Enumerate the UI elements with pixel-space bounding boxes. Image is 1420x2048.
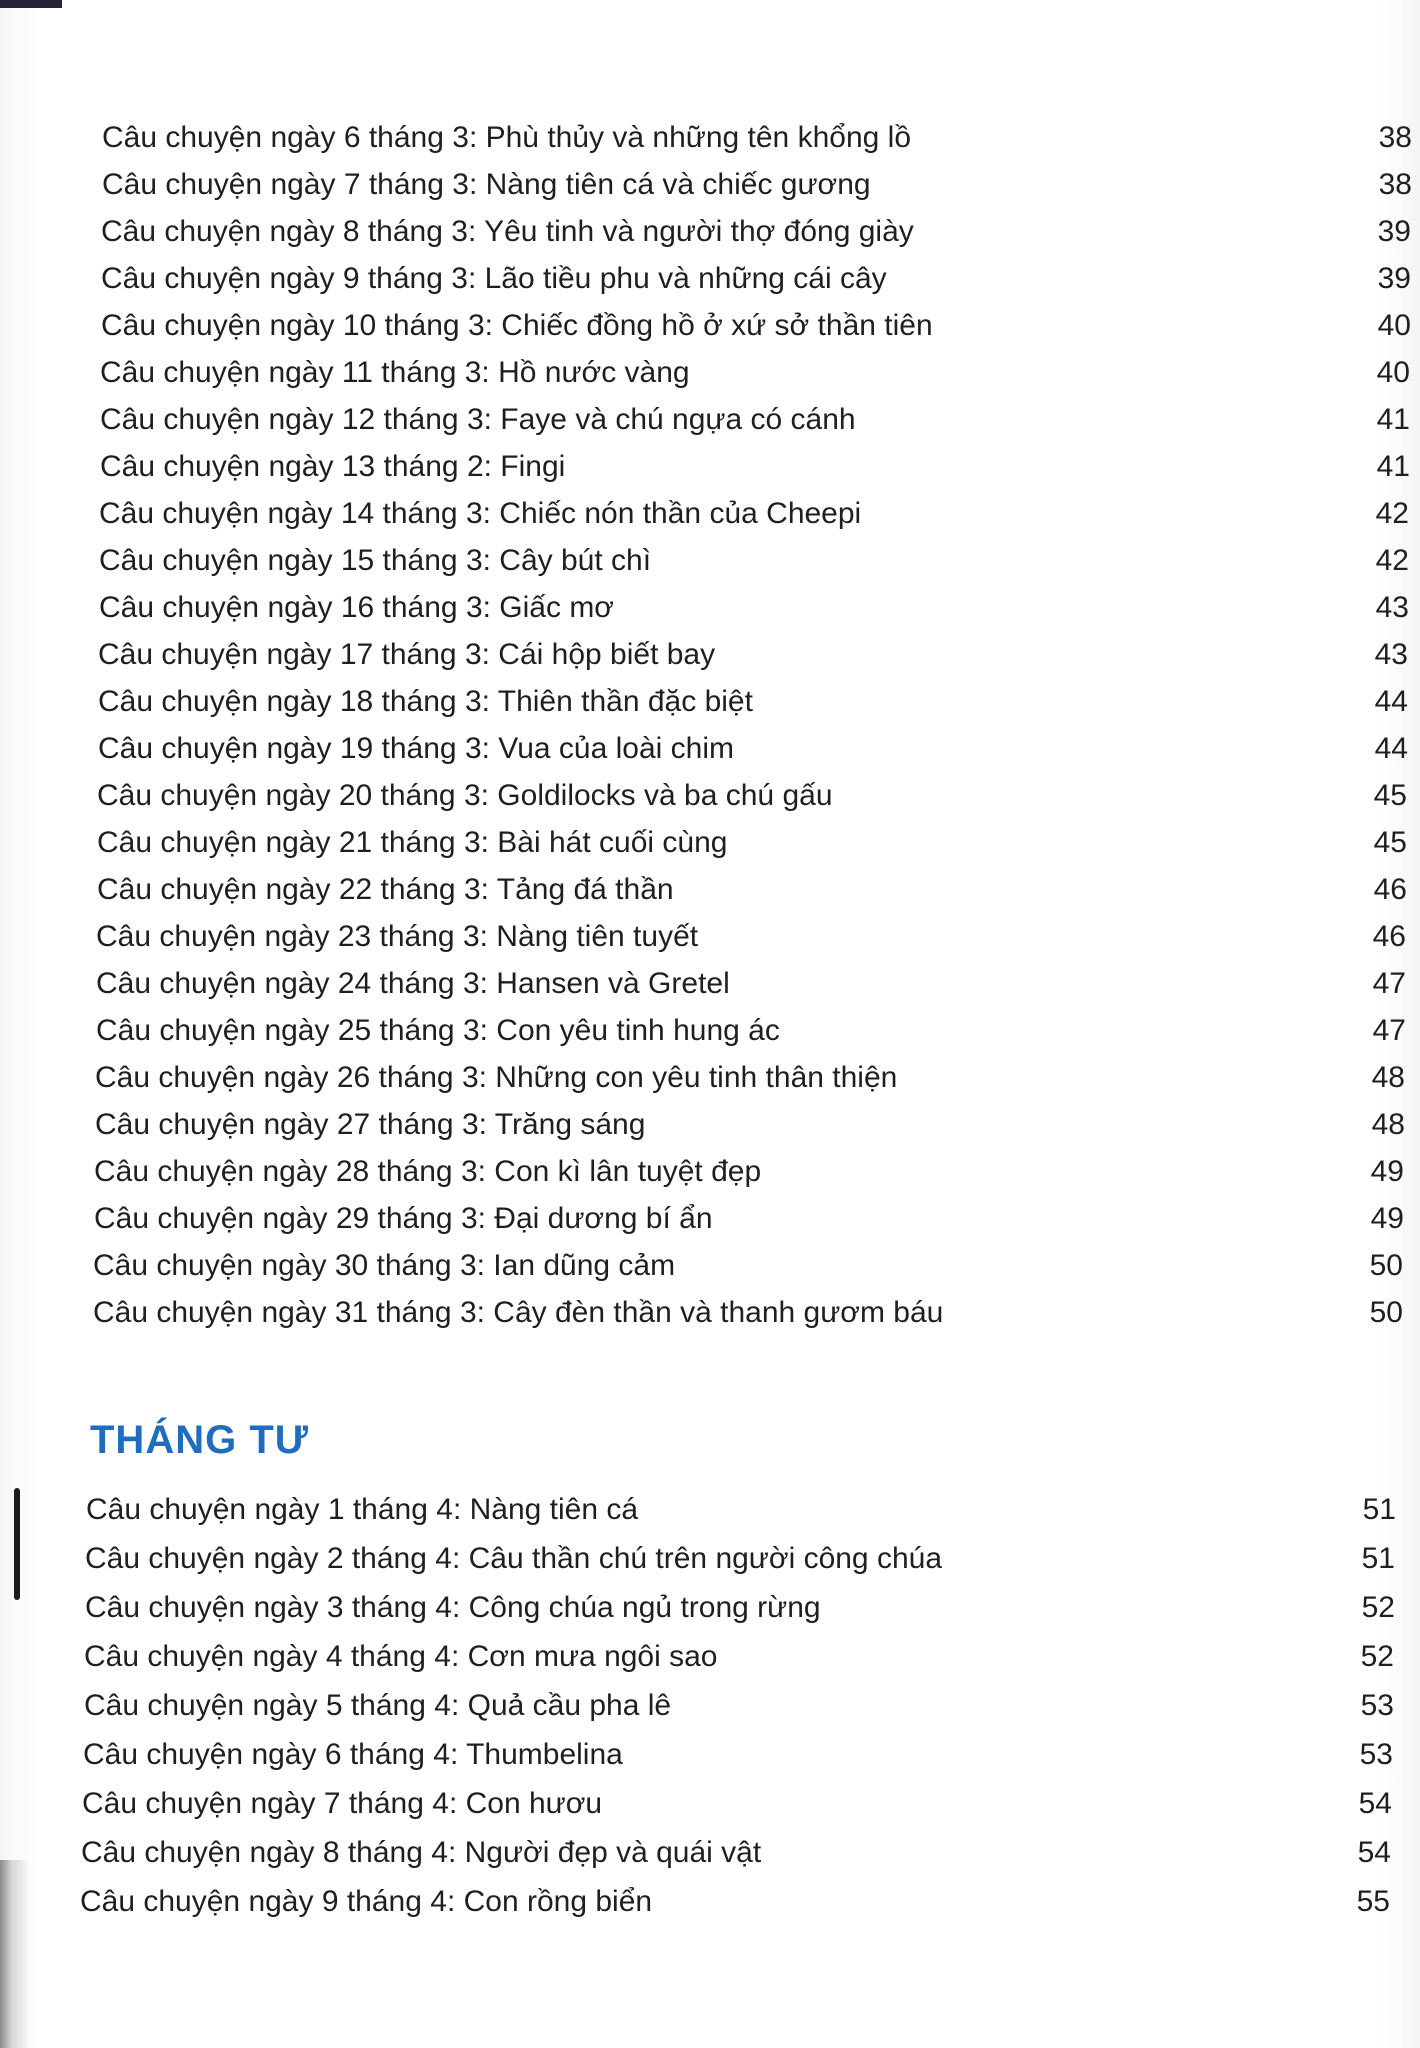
section-heading-april: THÁNG TƯ (90, 1418, 309, 1462)
toc-entry (99, 494, 1409, 534)
page-edge-shadow (0, 1860, 30, 2048)
toc-entry-page: 46 (1373, 873, 1407, 906)
toc-entry-page: 49 (1370, 1155, 1404, 1188)
toc-entry (93, 1293, 1403, 1333)
page-edge-mark (14, 1488, 20, 1600)
toc-entry-page: 38 (1378, 121, 1412, 154)
toc-entry-title: Câu chuyện ngày 16 tháng 3: Giấc mơ (99, 591, 614, 624)
toc-entry (83, 1735, 1393, 1775)
toc-entry-page: 40 (1376, 356, 1410, 389)
toc-entry-page: 46 (1372, 920, 1406, 953)
toc-entry-page: 44 (1374, 732, 1408, 765)
toc-entry (96, 1011, 1406, 1051)
toc-entry-title: Câu chuyện ngày 30 tháng 3: Ian dũng cảm (93, 1249, 676, 1282)
toc-entry-title: Câu chuyện ngày 20 tháng 3: Goldilocks và ba chú gấu (97, 779, 833, 812)
toc-entry-title: Câu chuyện ngày 13 tháng 2: Fingi (100, 450, 566, 483)
toc-entry-title: Câu chuyện ngày 27 tháng 3: Trăng sáng (95, 1108, 646, 1141)
toc-entry-page: 51 (1362, 1493, 1396, 1526)
page-corner-mark (0, 0, 62, 8)
toc-entry-page: 52 (1361, 1591, 1395, 1624)
toc-entry-title: Câu chuyện ngày 24 tháng 3: Hansen và Gretel (96, 967, 730, 1000)
toc-entry (101, 212, 1411, 252)
toc-entry-title: Câu chuyện ngày 8 tháng 4: Người đẹp và quái vật (81, 1836, 762, 1869)
toc-entry-title: Câu chuyện ngày 29 tháng 3: Đại dương bí ẩn (94, 1202, 713, 1235)
toc-entry-title: Câu chuyện ngày 9 tháng 4: Con rồng biển (80, 1885, 653, 1918)
toc-entry (82, 1784, 1392, 1824)
toc-entry (86, 1490, 1396, 1530)
toc-entry (97, 870, 1407, 910)
toc-entry (85, 1539, 1395, 1579)
toc-entry-title: Câu chuyện ngày 23 tháng 3: Nàng tiên tuyết (96, 920, 699, 953)
toc-entry-page: 47 (1372, 967, 1406, 1000)
toc-entry-page: 48 (1371, 1061, 1405, 1094)
toc-entry (101, 306, 1411, 346)
toc-entry-page: 45 (1373, 826, 1407, 859)
toc-entry-title: Câu chuyện ngày 8 tháng 3: Yêu tinh và người thợ đóng giày (101, 215, 914, 248)
toc-entry-page: 54 (1358, 1787, 1392, 1820)
toc-entry-title: Câu chuyện ngày 6 tháng 4: Thumbelina (83, 1738, 623, 1771)
toc-entry-page: 52 (1360, 1640, 1394, 1673)
toc-entry-title: Câu chuyện ngày 14 tháng 3: Chiếc nón thần của Cheepi (99, 497, 862, 530)
toc-entry-page: 51 (1361, 1542, 1395, 1575)
toc-entry-title: Câu chuyện ngày 7 tháng 4: Con hươu (82, 1787, 603, 1820)
toc-entry-title: Câu chuyện ngày 11 tháng 3: Hồ nước vàng (100, 356, 690, 389)
toc-entry (95, 1058, 1405, 1098)
toc-entry (98, 635, 1408, 675)
toc-entry (101, 259, 1411, 299)
toc-entry-title: Câu chuyện ngày 15 tháng 3: Cây bút chì (99, 544, 652, 577)
toc-entry (98, 729, 1408, 769)
toc-entry (94, 1152, 1404, 1192)
toc-entry-page: 44 (1374, 685, 1408, 718)
toc-entry-page: 43 (1375, 591, 1409, 624)
toc-entry-page: 50 (1369, 1249, 1403, 1282)
toc-entry (99, 588, 1409, 628)
toc-entry-title: Câu chuyện ngày 25 tháng 3: Con yêu tinh hung ác (96, 1014, 780, 1047)
toc-entry-page: 50 (1369, 1296, 1403, 1329)
toc-entry (100, 447, 1410, 487)
toc-entry-page: 43 (1374, 638, 1408, 671)
toc-entry (100, 353, 1410, 393)
toc-entry-title: Câu chuyện ngày 2 tháng 4: Câu thần chú trên người công chúa (85, 1542, 943, 1575)
toc-entry-title: Câu chuyện ngày 6 tháng 3: Phù thủy và những tên khổng lồ (102, 121, 912, 154)
toc-entry-title: Câu chuyện ngày 12 tháng 3: Faye và chú ngựa có cánh (100, 403, 856, 436)
toc-entry (102, 165, 1412, 205)
toc-entry (102, 118, 1412, 158)
toc-entry-title: Câu chuyện ngày 21 tháng 3: Bài hát cuối cùng (97, 826, 728, 859)
toc-entry-title: Câu chuyện ngày 22 tháng 3: Tảng đá thần (97, 873, 674, 906)
toc-entry-title: Câu chuyện ngày 4 tháng 4: Cơn mưa ngôi sao (84, 1640, 718, 1673)
toc-entry-page: 41 (1376, 450, 1410, 483)
toc-entry (95, 1105, 1405, 1145)
toc-entry (97, 776, 1407, 816)
toc-entry (100, 400, 1410, 440)
toc-entry-page: 45 (1373, 779, 1407, 812)
toc-entry-page: 48 (1371, 1108, 1405, 1141)
toc-entry-title: Câu chuyện ngày 1 tháng 4: Nàng tiên cá (86, 1493, 639, 1526)
toc-entry-title: Câu chuyện ngày 28 tháng 3: Con kì lân tuyệt đẹp (94, 1155, 762, 1188)
toc-entry-page: 47 (1372, 1014, 1406, 1047)
toc-entry-page: 41 (1376, 403, 1410, 436)
toc-entry (96, 964, 1406, 1004)
toc-entry (96, 917, 1406, 957)
toc-entry (81, 1833, 1391, 1873)
toc-entry (94, 1199, 1404, 1239)
toc-entry (98, 682, 1408, 722)
toc-entry (84, 1686, 1394, 1726)
toc-entry-title: Câu chuyện ngày 3 tháng 4: Công chúa ngủ trong rừng (85, 1591, 821, 1624)
toc-entry-page: 42 (1375, 544, 1409, 577)
toc-entry-title: Câu chuyện ngày 10 tháng 3: Chiếc đồng hồ ở xứ sở thần tiên (101, 309, 933, 342)
toc-entry-page: 40 (1377, 309, 1411, 342)
toc-entry-title: Câu chuyện ngày 9 tháng 3: Lão tiều phu và những cái cây (101, 262, 887, 295)
toc-entry-title: Câu chuyện ngày 31 tháng 3: Cây đèn thần và thanh gươm báu (93, 1296, 944, 1329)
toc-entry-page: 55 (1356, 1885, 1390, 1918)
toc-entry-page: 49 (1370, 1202, 1404, 1235)
toc-entry (84, 1637, 1394, 1677)
toc-entry-title: Câu chuyện ngày 19 tháng 3: Vua của loài chim (98, 732, 734, 765)
toc-entry (80, 1882, 1390, 1922)
toc-entry (97, 823, 1407, 863)
toc-entry-page: 39 (1377, 215, 1411, 248)
toc-entry-title: Câu chuyện ngày 7 tháng 3: Nàng tiên cá và chiếc gương (102, 168, 871, 201)
toc-entry (93, 1246, 1403, 1286)
toc-entry-page: 38 (1378, 168, 1412, 201)
toc-entry-page: 53 (1359, 1738, 1393, 1771)
toc-entry-page: 39 (1377, 262, 1411, 295)
toc-entry-title: Câu chuyện ngày 26 tháng 3: Những con yêu tinh thân thiện (95, 1061, 898, 1094)
toc-entry-title: Câu chuyện ngày 5 tháng 4: Quả cầu pha lê (84, 1689, 672, 1722)
toc-entry-title: Câu chuyện ngày 17 tháng 3: Cái hộp biết bay (98, 638, 716, 671)
toc-entry (99, 541, 1409, 581)
toc-entry-page: 42 (1375, 497, 1409, 530)
toc-entry-page: 53 (1360, 1689, 1394, 1722)
toc-entry-page: 54 (1357, 1836, 1391, 1869)
toc-entry-title: Câu chuyện ngày 18 tháng 3: Thiên thần đặc biệt (98, 685, 753, 718)
toc-entry (85, 1588, 1395, 1628)
